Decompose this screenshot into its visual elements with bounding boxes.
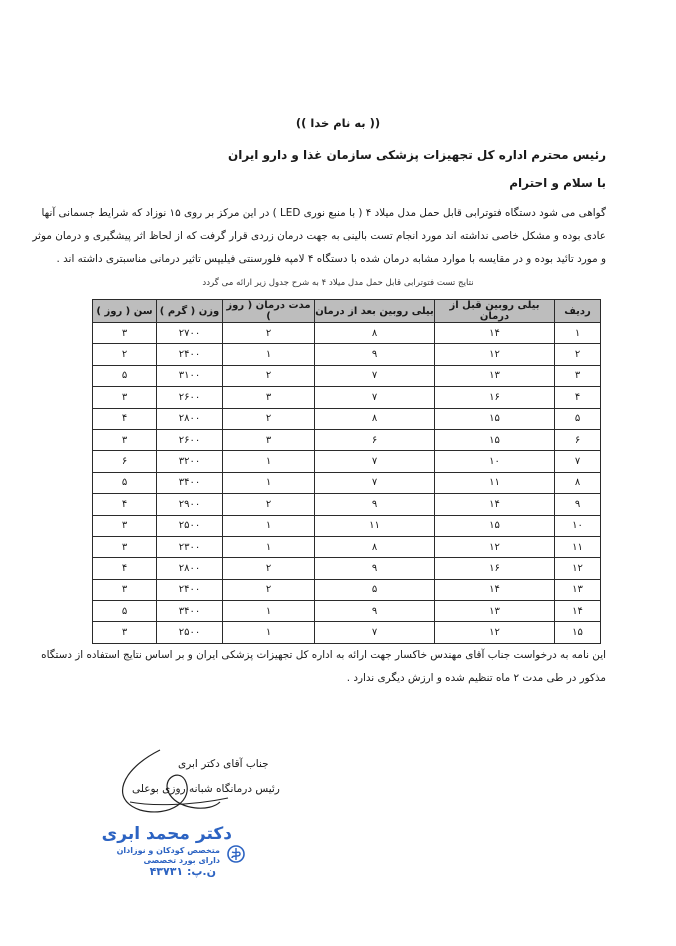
table-cell: ۷: [315, 387, 435, 408]
table-body: [93, 323, 601, 644]
table-cell: ۱۵: [555, 622, 601, 643]
table-cell: ۵: [93, 472, 157, 493]
basmala-heading: (( به نام خدا )): [295, 116, 381, 130]
table-row: [93, 536, 601, 557]
table-cell: ۴: [93, 408, 157, 429]
table-row: [93, 387, 601, 408]
table-cell: ۱۴: [435, 579, 555, 600]
table-cell: ۵: [555, 408, 601, 429]
body-line: و مورد تائید بوده و در مقایسه با موارد مشابه درمان شده با دستگاه ۴ لامپه فلورسنتی فیلیپس تاثیر درمانی مناسبتری داشته اند .: [56, 253, 606, 265]
table-cell: ۱۲: [435, 536, 555, 557]
table-cell: ۳: [223, 387, 315, 408]
table-cell: ۱۵: [435, 408, 555, 429]
body-line: گواهی می شود دستگاه فتوترابی قابل حمل مدل میلاد ۴ ( با منبع نوری LED ) در این مرکز بر روی ۱۵ نوزاد که شرایط جسمانی آنها: [41, 207, 606, 219]
table-cell: ۲: [223, 365, 315, 386]
table-header-row: [93, 300, 601, 323]
table-cell: ۷: [315, 472, 435, 493]
table-cell: ۱: [223, 536, 315, 557]
doctor-stamp: [96, 822, 246, 878]
results-table: [92, 299, 601, 644]
table-cell: ۲: [555, 344, 601, 365]
stamp-specialty: متخصص کودکان و نوزادان: [116, 846, 220, 855]
table-row: [93, 323, 601, 344]
table-cell: ۱: [223, 451, 315, 472]
table-cell: ۳۲۰۰: [157, 451, 223, 472]
table-cell: ۳: [93, 536, 157, 557]
table-cell: ۳: [93, 387, 157, 408]
table-cell: ۴: [555, 387, 601, 408]
table-cell: ۲۸۰۰: [157, 558, 223, 579]
table-cell: ۱۴: [555, 601, 601, 622]
table-cell: ۷: [315, 365, 435, 386]
signatory-name: جناب آقای دکتر ابری: [178, 758, 269, 770]
table-cell: ۸: [555, 472, 601, 493]
table-cell: ۴: [93, 558, 157, 579]
table-row: [93, 408, 601, 429]
greeting-line: با سلام و احترام: [509, 176, 606, 190]
table-cell: ۱: [223, 515, 315, 536]
table-cell: ۱۴: [435, 494, 555, 515]
table-cell: ۳۴۰۰: [157, 601, 223, 622]
table-cell: ۳۴۰۰: [157, 472, 223, 493]
table-cell: ۱: [555, 323, 601, 344]
table-cell: ۲۶۰۰: [157, 387, 223, 408]
stamp-board: دارای بورد تخصصی: [143, 856, 220, 865]
table-cell: ۱: [223, 622, 315, 643]
table-row: [93, 365, 601, 386]
stamp-license: ن.پ: ۴۳۷۳۱: [149, 865, 216, 878]
table-cell: ۲۴۰۰: [157, 344, 223, 365]
header-cell: بیلی روبین قبل از درمان: [435, 300, 555, 323]
table-cell: ۸: [315, 323, 435, 344]
table-row: [93, 344, 601, 365]
stamp-name: دکتر محمد ابری: [101, 824, 232, 844]
table-cell: ۷: [315, 622, 435, 643]
table-cell: ۲۸۰۰: [157, 408, 223, 429]
table-cell: ۱: [223, 344, 315, 365]
table-cell: ۱: [223, 472, 315, 493]
table-cell: ۱۴: [435, 323, 555, 344]
table-row: [93, 451, 601, 472]
table-cell: ۳۱۰۰: [157, 365, 223, 386]
table-cell: ۴: [93, 494, 157, 515]
table-cell: ۵: [93, 601, 157, 622]
table-cell: ۱۳: [435, 601, 555, 622]
table-row: [93, 515, 601, 536]
header-cell: وزن ( گرم ): [157, 300, 223, 323]
table-cell: ۲۳۰۰: [157, 536, 223, 557]
table-cell: ۶: [555, 429, 601, 450]
table-row: [93, 429, 601, 450]
header-cell: ردیف: [555, 300, 601, 323]
table-cell: ۱۲: [555, 558, 601, 579]
table-cell: ۱۲: [435, 344, 555, 365]
table-cell: ۲۵۰۰: [157, 622, 223, 643]
table-row: [93, 601, 601, 622]
recipient-line: رئیس محترم اداره کل تجهیزات پزشکی سازمان غذا و دارو ایران: [227, 148, 606, 162]
table-cell: ۱۱: [555, 536, 601, 557]
table-cell: ۳: [93, 429, 157, 450]
caduceus-icon: [226, 844, 246, 864]
closing-paragraph: [41, 644, 606, 690]
table-cell: ۲۹۰۰: [157, 494, 223, 515]
table-cell: ۱۵: [435, 429, 555, 450]
table-cell: ۹: [555, 494, 601, 515]
table-cell: ۳: [93, 579, 157, 600]
table-cell: ۹: [315, 558, 435, 579]
table-row: [93, 622, 601, 643]
table-cell: ۶: [315, 429, 435, 450]
table-cell: ۱۰: [435, 451, 555, 472]
table-row: [93, 579, 601, 600]
table-cell: ۲: [223, 558, 315, 579]
table-caption: نتایج تست فتوترابی قابل حمل مدل میلاد ۴ به شرح جدول زیر ارائه می گردد: [202, 278, 474, 288]
table-cell: ۱۳: [555, 579, 601, 600]
table-cell: ۵: [93, 365, 157, 386]
header-cell: سن ( روز ): [93, 300, 157, 323]
table-cell: ۳: [93, 323, 157, 344]
table-cell: ۱۱: [315, 515, 435, 536]
header-cell: بیلی روبین بعد از درمان: [315, 300, 435, 323]
signatory-title: رئیس درمانگاه شبانه روزی بوعلی: [132, 783, 280, 795]
body-line: عادی بوده و مشکل خاصی نداشته اند مورد انجام تست بالینی به جهت درمان زردی قرار گرفت که از لحاظ اثر پیشگیری و درمان موثر: [32, 230, 606, 242]
table-cell: ۲: [93, 344, 157, 365]
body-paragraph: [32, 202, 606, 271]
table-cell: ۱۶: [435, 558, 555, 579]
table-cell: ۱۱: [435, 472, 555, 493]
table-cell: ۱۳: [435, 365, 555, 386]
table-cell: ۷: [555, 451, 601, 472]
table-cell: ۲: [223, 494, 315, 515]
header-cell: مدت درمان ( روز ): [223, 300, 315, 323]
closing-line: این نامه به درخواست جناب آقای مهندس خاکسار جهت ارائه به اداره کل تجهیزات پزشکی ایران و بر اساس نتایج استفاده از دستگاه: [41, 649, 606, 661]
table-row: [93, 494, 601, 515]
table-cell: ۹: [315, 601, 435, 622]
table-cell: ۲۴۰۰: [157, 579, 223, 600]
table-cell: ۳: [555, 365, 601, 386]
table-cell: ۷: [315, 451, 435, 472]
table-cell: ۲۷۰۰: [157, 323, 223, 344]
table-row: [93, 558, 601, 579]
table-cell: ۱۰: [555, 515, 601, 536]
table-cell: ۱: [223, 601, 315, 622]
table-cell: ۱۲: [435, 622, 555, 643]
table-cell: ۲: [223, 323, 315, 344]
table-cell: ۲: [223, 579, 315, 600]
table-cell: ۸: [315, 408, 435, 429]
table-cell: ۲۶۰۰: [157, 429, 223, 450]
table-cell: ۸: [315, 536, 435, 557]
table-row: [93, 472, 601, 493]
table-cell: ۶: [93, 451, 157, 472]
table-cell: ۹: [315, 494, 435, 515]
table-cell: ۳: [223, 429, 315, 450]
table-cell: ۱۵: [435, 515, 555, 536]
table-cell: ۱۶: [435, 387, 555, 408]
table-cell: ۲: [223, 408, 315, 429]
table-cell: ۲۵۰۰: [157, 515, 223, 536]
table-cell: ۳: [93, 515, 157, 536]
closing-line: مذکور در طی مدت ۲ ماه تنظیم شده و ارزش دیگری ندارد .: [346, 672, 606, 684]
table-cell: ۳: [93, 622, 157, 643]
table-cell: ۹: [315, 344, 435, 365]
table-cell: ۵: [315, 579, 435, 600]
